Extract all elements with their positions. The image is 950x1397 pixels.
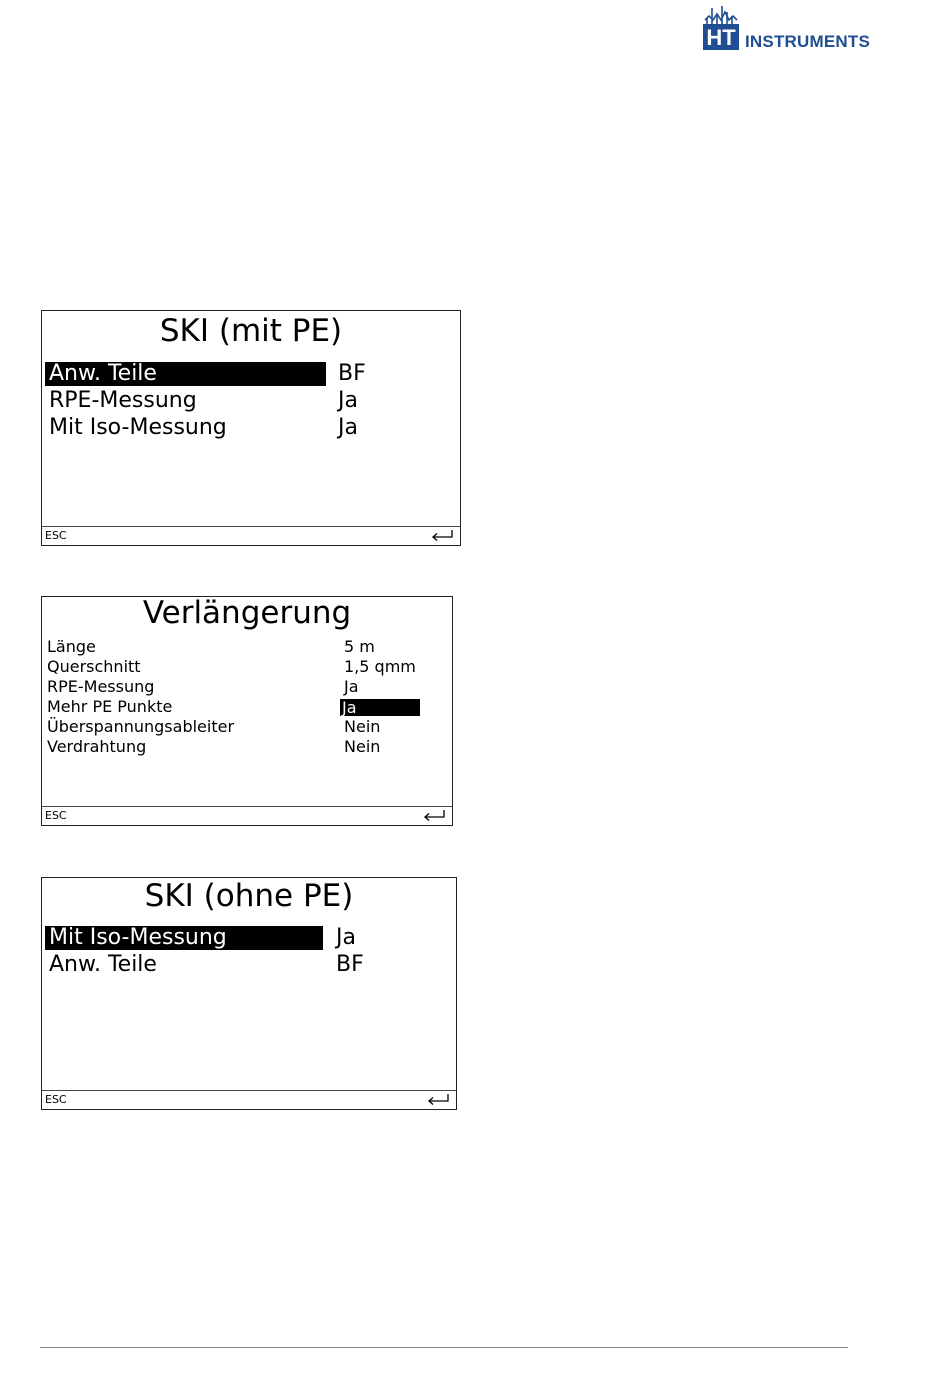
row-label: Mit Iso-Messung [49,925,227,950]
screen-title: Verlängerung [142,596,352,631]
menu-row-laenge[interactable] [42,637,452,657]
row-value: BF [336,952,364,977]
softkey-bar [42,806,452,825]
selection-highlight [45,362,326,386]
row-value: BF [338,361,366,386]
menu-row-rpe-messung[interactable] [42,388,460,415]
enter-arrow-icon[interactable] [430,529,454,541]
row-value: Nein [344,717,381,736]
esc-softkey[interactable]: ESC [45,529,67,542]
selection-highlight [45,926,323,950]
menu-row-mehr-pe-punkte[interactable] [42,697,452,717]
esc-softkey[interactable]: ESC [45,1093,67,1106]
esc-softkey[interactable]: ESC [45,809,67,822]
menu-row-verdrahtung[interactable] [42,737,452,757]
enter-arrow-icon[interactable] [422,809,446,821]
ht-instruments-logo [703,4,883,50]
row-value: Ja [338,388,358,413]
row-label: Mit Iso-Messung [49,415,227,440]
menu-row-ueberspannungsableiter[interactable] [42,717,452,737]
brand-name: INSTRUMENTS [745,32,870,51]
row-label: Verdrahtung [47,737,147,756]
logo-mark-text: HT [706,25,736,50]
row-value: Ja [336,925,356,950]
row-label: RPE-Messung [49,388,197,413]
row-label: Querschnitt [47,657,141,676]
row-label: RPE-Messung [47,677,155,696]
row-value: 5 m [344,637,375,656]
softkey-bar [42,526,460,545]
selected-value[interactable]: Ja [340,699,420,716]
menu-row-rpe-messung[interactable] [42,677,452,697]
screen-title: SKI (mit PE) [159,313,343,349]
page-footer-rule [40,1347,848,1348]
menu-row-anw-teile[interactable] [42,361,460,388]
row-label: Anw. Teile [49,952,157,977]
screen-title: SKI (ohne PE) [144,878,354,914]
menu-row-querschnitt[interactable] [42,657,452,677]
row-value: Ja [338,415,358,440]
menu-row-mit-iso-messung[interactable] [42,925,456,952]
row-label: Überspannungsableiter [47,717,235,736]
row-value: 1,5 qmm [344,657,416,676]
softkey-bar [42,1090,456,1109]
row-label: Mehr PE Punkte [47,697,173,716]
row-value: Nein [344,737,381,756]
menu-row-mit-iso-messung[interactable] [42,415,460,442]
ht-logo-icon [703,4,739,50]
enter-arrow-icon[interactable] [426,1093,450,1105]
screen-ski-ohne-pe [41,877,457,1110]
screen-verlaengerung [41,596,453,826]
menu-row-anw-teile[interactable] [42,952,456,979]
row-value: Ja [344,677,359,696]
row-label: Länge [47,637,96,656]
row-label: Anw. Teile [49,361,157,386]
screen-ski-mit-pe [41,310,461,546]
